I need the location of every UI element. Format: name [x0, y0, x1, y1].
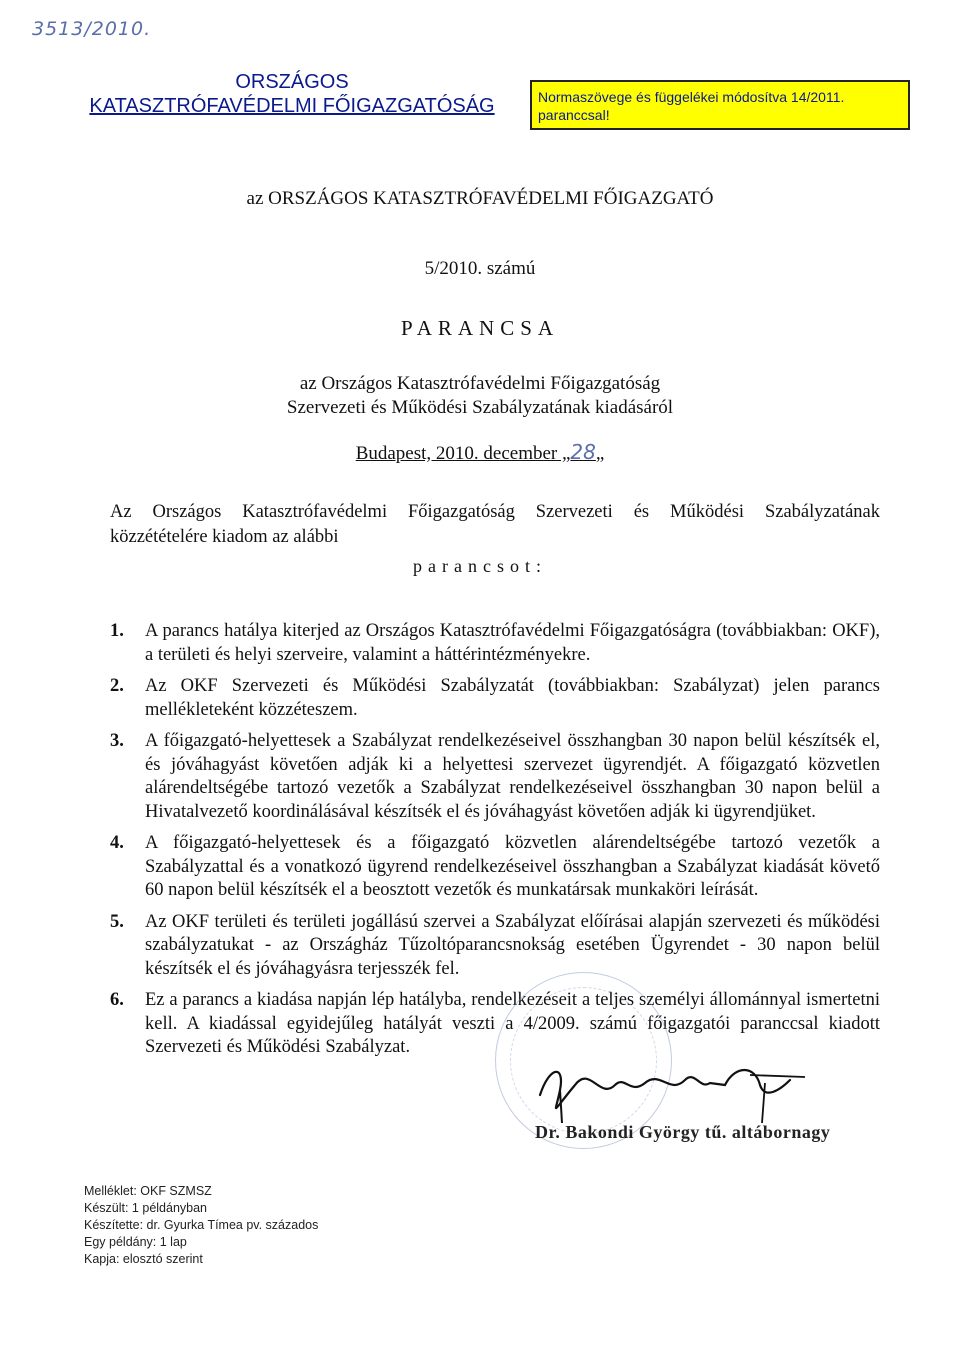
org-name-line1: ORSZÁGOS	[235, 71, 349, 93]
item-text: A főigazgató-helyettesek a Szabályzat rendelkezéseivel összhangban 30 napon belül készítsék el, és jóváhagyást követően adják ki a helyettesi szervezet ügyrendjét. A főigazgató közvetlen alárendeltségébe tartozó vezetők a Szabályzat rendelkezéseivel összhangban 30 napon belül a Hivatalvezető koordinálásával készítsék el és jóváhagyást követően adják ki ügyrendjüket.	[145, 731, 880, 822]
item-text: Az OKF Szervezeti és Működési Szabályzatát (továbbiakban: Szabályzat) jelen parancs mellékleteként közzéteszem.	[145, 676, 880, 720]
signer-name: Dr. Bakondi György tű. altábornagy	[535, 1122, 831, 1142]
issuer-title: az ORSZÁGOS KATASZTRÓFAVÉDELMI FŐIGAZGATÓ	[246, 188, 714, 209]
item-text: Ez a parancs a kiadása napján lép hatályba, rendelkezéseit a teljes személyi állománnyal ismertetni kell. A kiadással egyidejűleg hatályát veszti a 4/2009. számú főigazgatói paranccsal kiadott Szervezeti és Működési Szabályzat.	[145, 990, 880, 1057]
intro-line1: Az Országos Katasztrófavédelmi Főigazgatóság Szervezeti és Működési Szabályzatának	[110, 502, 880, 522]
footer-prepared-by: Készítette: dr. Gyurka Tímea pv. százados	[84, 1218, 319, 1232]
order-number: 5/2010. számú	[424, 258, 536, 279]
intro-line2: közzétételére kiadom az alábbi	[110, 527, 339, 547]
intro-paragraph	[110, 500, 880, 550]
item-text: A főigazgató-helyettesek és a főigazgató közvetlen alárendeltségébe tartozó vezetők a Szabályzattal és a vonatkozó ügyrend rendelkezéseivel összhangban a Szabályzat kiadását követő 60 napon belül készítsék el a beosztott vezetők és munkatársak munkaköri leírását.	[145, 833, 880, 900]
footer-pages: Egy példány: 1 lap	[84, 1235, 187, 1249]
item-text: Az OKF területi és területi jogállású szervei a Szabályzat előírásai alapján szervezeti és működési szabályzatukat - az Országház Tűzoltóparancsnokság esetében Ügyrendet - 30 napon belül készítsék el és jóváhagyásra terjesszék fel.	[145, 911, 880, 979]
handwritten-registration-number: 3513/2010.	[32, 18, 152, 40]
order-item-1	[110, 620, 880, 667]
order-subject	[0, 372, 960, 420]
order-items	[110, 620, 880, 1068]
item-number: 6.	[110, 990, 124, 1010]
org-name-line2: KATASZTRÓFAVÉDELMI FŐIGAZGATÓSÁG	[89, 95, 495, 117]
subject-line1: az Országos Katasztrófavédelmi Főigazgatóság	[299, 373, 661, 394]
handwritten-signature	[520, 1055, 820, 1125]
item-number: 4.	[110, 833, 124, 853]
footer-distribution: Kapja: elosztó szerint	[84, 1252, 203, 1266]
order-item-4	[110, 832, 880, 903]
footer-copies: Készült: 1 példányban	[84, 1201, 208, 1215]
item-number: 3.	[110, 731, 124, 751]
place-and-date	[0, 440, 960, 465]
item-number: 1.	[110, 621, 124, 641]
order-item-3	[110, 730, 880, 824]
item-text: A parancs hatálya kiterjed az Országos Katasztrófavédelmi Főigazgatóságra (továbbiakban: OKF), a területi és helyi szerveire, valamint a háttérintézményekre.	[145, 621, 880, 665]
item-number: 2.	[110, 676, 124, 696]
footer-attachment: Melléklet: OKF SZMSZ	[84, 1184, 212, 1198]
amendment-notice: Normaszövege és függelékei módosítva 14/2011. paranccsal!	[530, 80, 910, 130]
item-number: 5.	[110, 911, 124, 932]
date-prefix: Budapest, 2010. december „	[355, 443, 571, 464]
document-footer	[84, 1183, 318, 1268]
order-item-5	[110, 911, 880, 982]
subject-line2: Szervezeti és Működési Szabályzatának kiadásáról	[286, 397, 674, 418]
order-item-2	[110, 675, 880, 722]
issuing-organization	[82, 70, 502, 118]
parancsot-heading: parancsot:	[413, 556, 547, 576]
date-suffix: „	[595, 443, 605, 464]
document-type: PARANCSA	[400, 316, 560, 340]
handwritten-day: 28	[570, 440, 596, 464]
